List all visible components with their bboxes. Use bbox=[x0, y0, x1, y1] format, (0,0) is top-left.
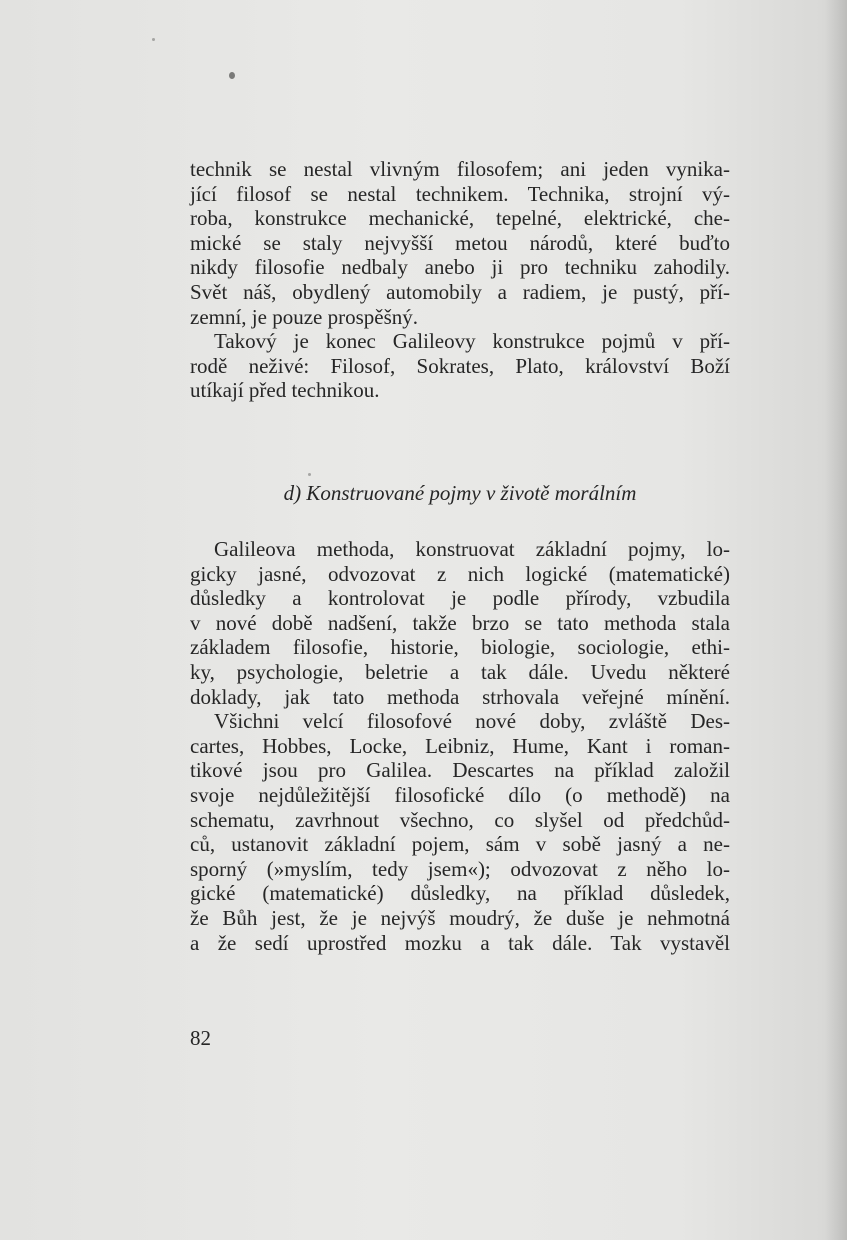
text-line: sporný (»myslím, tedy jsem«); odvozovat z něho lo- bbox=[190, 856, 730, 881]
text-line: technik se nestal vlivným filosofem; ani jeden vynika- bbox=[190, 157, 730, 181]
text-line: Takový je konec Galileovy konstrukce pojmů v pří- bbox=[214, 329, 730, 354]
text-line: a že sedí uprostřed mozku a tak dále. Tak vystavěl bbox=[190, 930, 730, 955]
text-line: utíkají před technikou. bbox=[190, 378, 380, 403]
ink-speck bbox=[152, 38, 155, 41]
text-line: cartes, Hobbes, Locke, Leibniz, Hume, Kant i roman- bbox=[190, 733, 730, 758]
text-line: roba, konstrukce mechanické, tepelné, elektrické, che- bbox=[190, 206, 730, 231]
text-line: Všichni velcí filosofové nové doby, zvláště Des- bbox=[214, 709, 730, 734]
text-line: že Bůh jest, že je nejvýš moudrý, že duše je nehmotná bbox=[190, 905, 730, 930]
text-line: gické (matematické) důsledky, na příklad důsledek, bbox=[190, 881, 730, 906]
text-line: nikdy filosofie nedbaly anebo ji pro techniku zahodily. bbox=[190, 255, 730, 280]
text-line: v nové době nadšení, takže brzo se tato methoda stala bbox=[190, 610, 730, 635]
ink-speck bbox=[229, 72, 235, 79]
page-edge-shadow bbox=[825, 0, 847, 1240]
text-line: zemní, je pouze prospěšný. bbox=[190, 304, 419, 329]
text-line: ky, psychologie, beletrie a tak dále. Uvedu některé bbox=[190, 659, 730, 684]
text-line: mické se staly nejvyšší metou národů, které buďto bbox=[190, 230, 730, 255]
body-text-top bbox=[190, 157, 730, 403]
text-line: důsledky a kontrolovat je podle přírody, vzbudila bbox=[190, 586, 730, 611]
text-line: základem filosofie, historie, biologie, sociologie, ethi- bbox=[190, 635, 730, 660]
body-text-bottom bbox=[190, 537, 730, 955]
text-line: gicky jasné, odvozovat z nich logické (matematické) bbox=[190, 561, 730, 586]
text-line: ců, ustanovit základní pojem, sám v sobě jasný a ne- bbox=[190, 832, 730, 857]
text-line: tikové jsou pro Galilea. Descartes na příklad založil bbox=[190, 758, 730, 783]
text-line: svoje nejdůležitější filosofické dílo (o methodě) na bbox=[190, 782, 730, 807]
text-line: doklady, jak tato methoda strhovala veřejné mínění. bbox=[190, 684, 730, 709]
text-line: schematu, zavrhnout všechno, co slyšel od předchůd- bbox=[190, 807, 730, 832]
text-line: Galileova methoda, konstruovat základní pojmy, lo- bbox=[214, 537, 730, 561]
text-line: Svět náš, obydlený automobily a radiem, je pustý, pří- bbox=[190, 279, 730, 304]
page-number: 82 bbox=[190, 1026, 211, 1050]
ink-speck bbox=[308, 473, 311, 476]
text-line: rodě neživé: Filosof, Sokrates, Plato, království Boží bbox=[190, 353, 730, 378]
section-heading: d) Konstruované pojmy v životě morálním bbox=[283, 481, 637, 505]
text-line: jící filosof se nestal technikem. Technika, strojní vý- bbox=[190, 181, 730, 206]
